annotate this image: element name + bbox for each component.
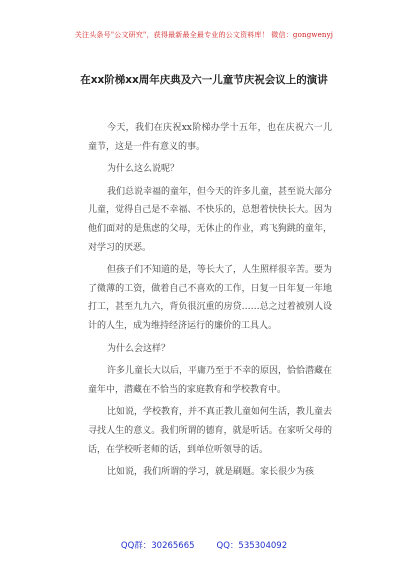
document-body bbox=[88, 119, 332, 482]
paragraph: 为什么这么说呢？ bbox=[107, 164, 180, 175]
paragraph: 但孩子们不知道的是，等长大了，人生照样很辛苦。要为了微薄的工资，做着自己不喜欢的工作，日复一日年复一年地打工，甚至九九六，背负很沉重的房贷……总之过着被别人设计的人生，成为维持经济运行的廉价的工具人。 bbox=[88, 265, 333, 331]
paragraph: 我们总说幸福的童年，但今天的许多儿童，甚至说大部分儿童，觉得自己是不幸福、不快乐的，总想着快快长大。因为他们面对的是焦虑的父母，无休止的作业，鸡飞狗跳的童年，对学习的厌恶。 bbox=[88, 186, 333, 253]
footer-qq-group: QQ群：30265665 bbox=[120, 541, 195, 551]
paragraph: 比如说，我们所谓的学习，就是刷题。家长很少为孩 bbox=[107, 467, 315, 478]
paragraph: 许多儿童长大以后，平庸乃至于不幸的原因，恰恰潜藏在童年中，潜藏在不恰当的家庭教育和学校教育中。 bbox=[88, 366, 333, 395]
paragraph: 比如说，学校教育，并不真正教儿童如何生活，教儿童去寻找人生的意义。我们所谓的德育，就是听话。在家听父母的话，在学校听老师的话，到单位听领导的话。 bbox=[88, 407, 333, 455]
paragraph: 为什么会这样？ bbox=[107, 343, 171, 354]
paragraph: 今天，我们在庆祝xx阶梯办学十五年，也在庆祝六一儿童节，这是一件有意义的事。 bbox=[88, 123, 332, 152]
header-notice: 关注头条号"公文研究"，获得最新最全最专业的公文资料库！ 微信：gongwenyj bbox=[74, 31, 334, 39]
footer-contact bbox=[0, 539, 408, 551]
document-title: 在xx阶梯xx周年庆典及六一儿童节庆祝会议上的演讲 bbox=[80, 74, 328, 86]
footer-qq: QQ：535304092 bbox=[216, 541, 288, 551]
